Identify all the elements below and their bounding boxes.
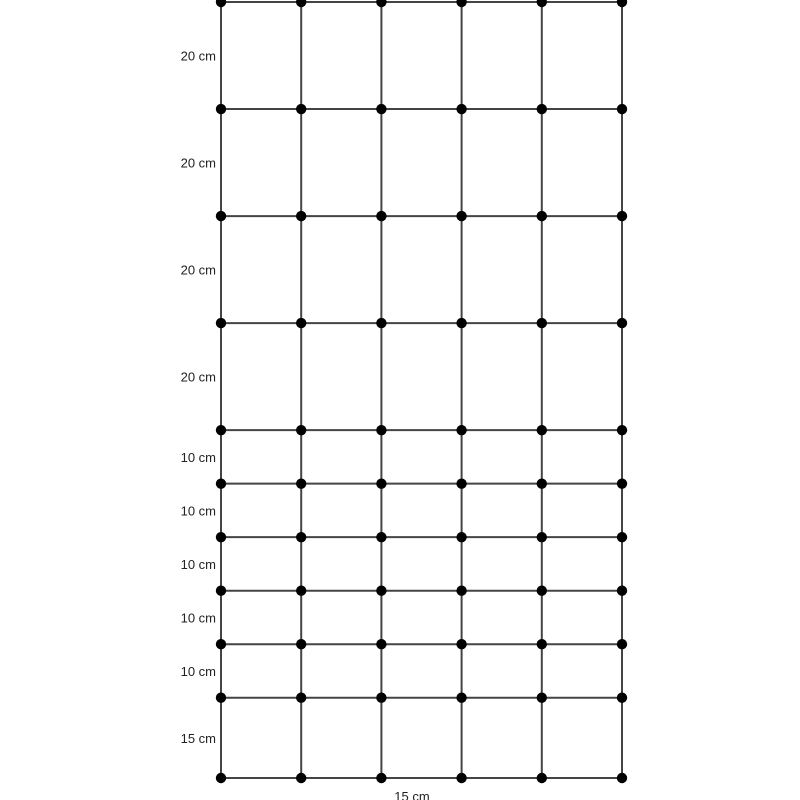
junction-node xyxy=(456,425,466,435)
junction-node xyxy=(537,693,547,703)
wire-grid xyxy=(221,2,622,778)
row-spacing-label-3: 20 cm xyxy=(180,262,216,278)
junction-node xyxy=(296,211,306,221)
junction-node xyxy=(376,211,386,221)
junction-node xyxy=(376,478,386,488)
junction-node xyxy=(296,639,306,649)
junction-node xyxy=(296,478,306,488)
horizontal-spacing-label: 15 cm xyxy=(394,789,430,800)
junction-node xyxy=(617,585,627,595)
junction-node xyxy=(537,773,547,783)
junction-node xyxy=(216,639,226,649)
row-spacing-label-1: 20 cm xyxy=(180,48,216,64)
junction-node xyxy=(617,532,627,542)
junction-node xyxy=(376,773,386,783)
spacing-labels xyxy=(181,49,216,746)
junction-node xyxy=(617,318,627,328)
junction-node xyxy=(216,318,226,328)
junction-node xyxy=(456,532,466,542)
junction-node xyxy=(296,425,306,435)
junction-node xyxy=(376,639,386,649)
junction-node xyxy=(456,478,466,488)
junction-node xyxy=(456,693,466,703)
junction-node xyxy=(537,639,547,649)
junction-node xyxy=(456,211,466,221)
junction-node xyxy=(537,211,547,221)
junction-node xyxy=(537,104,547,114)
junction-node xyxy=(537,0,547,7)
junction-node xyxy=(617,639,627,649)
junction-node xyxy=(296,104,306,114)
junction-node xyxy=(456,104,466,114)
junction-node xyxy=(456,0,466,7)
junction-node xyxy=(537,318,547,328)
junction-node xyxy=(456,639,466,649)
junction-node xyxy=(617,693,627,703)
junction-node xyxy=(617,211,627,221)
junction-node xyxy=(456,585,466,595)
junction-node xyxy=(456,773,466,783)
junction-node xyxy=(376,104,386,114)
junction-node xyxy=(296,0,306,7)
junction-node xyxy=(537,585,547,595)
junction-node xyxy=(216,693,226,703)
junction-node xyxy=(296,318,306,328)
junction-node xyxy=(376,0,386,7)
junction-node xyxy=(216,104,226,114)
junction-node xyxy=(216,211,226,221)
junction-node xyxy=(216,585,226,595)
junction-node xyxy=(617,0,627,7)
junction-node xyxy=(216,0,226,7)
row-spacing-label-6: 10 cm xyxy=(180,503,216,519)
row-spacing-label-4: 20 cm xyxy=(180,369,216,385)
junction-node xyxy=(617,773,627,783)
junction-node xyxy=(216,532,226,542)
junction-node xyxy=(216,773,226,783)
junction-node xyxy=(216,478,226,488)
junction-node xyxy=(537,532,547,542)
junction-node xyxy=(537,478,547,488)
row-spacing-label-7: 10 cm xyxy=(180,556,216,572)
junction-node xyxy=(376,585,386,595)
row-spacing-label-8: 10 cm xyxy=(180,610,216,626)
junction-node xyxy=(296,693,306,703)
junction-node xyxy=(617,425,627,435)
row-spacing-label-9: 10 cm xyxy=(180,663,216,679)
junction-node xyxy=(296,532,306,542)
junction-node xyxy=(296,773,306,783)
junction-node xyxy=(537,425,547,435)
row-spacing-label-10: 15 cm xyxy=(180,730,216,746)
row-spacing-label-2: 20 cm xyxy=(180,155,216,171)
junction-node xyxy=(456,318,466,328)
wire-junctions xyxy=(216,0,627,783)
junction-node xyxy=(376,693,386,703)
junction-node xyxy=(376,425,386,435)
junction-node xyxy=(216,425,226,435)
junction-node xyxy=(617,478,627,488)
junction-node xyxy=(617,104,627,114)
row-spacing-label-5: 10 cm xyxy=(180,449,216,465)
junction-node xyxy=(296,585,306,595)
junction-node xyxy=(376,318,386,328)
junction-node xyxy=(376,532,386,542)
